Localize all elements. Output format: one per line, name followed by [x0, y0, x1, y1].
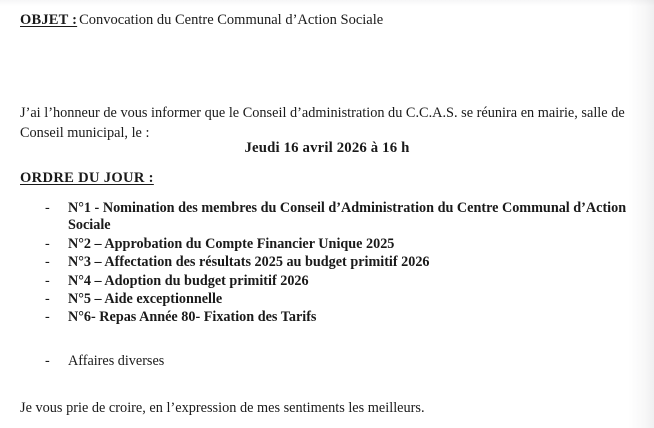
agenda-item-text: N°6- Repas Année 80- Fixation des Tarifs: [68, 309, 317, 326]
agenda-item-text: N°1 - Nomination des membres du Conseil d’Administration du Centre Communal d’Action Sociale: [68, 200, 627, 234]
agenda-item: [0, 200, 654, 235]
agenda-item: [0, 254, 654, 271]
agenda-item: [0, 309, 654, 326]
misc-item-text: Affaires diverses: [68, 353, 165, 369]
agenda-item-text: N°3 – Affectation des résultats 2025 au budget primitif 2026: [68, 254, 430, 271]
bullet-dash: -: [45, 200, 50, 216]
intro-paragraph: J’ai l’honneur de vous informer que le Conseil d’administration du C.C.A.S. se réunira en mairie, salle de Conseil municipal, le :: [20, 105, 625, 141]
subject-value: Convocation du Centre Communal d’Action Sociale: [79, 12, 384, 28]
bullet-dash: -: [45, 235, 50, 252]
agenda-item: [0, 236, 654, 253]
agenda-item: [0, 273, 654, 290]
closing-sentence: Je vous prie de croire, en l’expression de mes sentiments les meilleurs.: [20, 400, 425, 417]
subject-label: OBJET :: [20, 12, 78, 28]
agenda-heading: ORDRE DU JOUR :: [20, 170, 154, 186]
agenda-item-text: N°4 – Adoption du budget primitif 2026: [68, 272, 309, 289]
bullet-dash: -: [45, 291, 50, 308]
scan-artifact-top-edge: [0, 0, 654, 6]
bullet-dash: -: [45, 309, 50, 326]
agenda-item: [0, 291, 654, 308]
bullet-dash: -: [45, 353, 50, 369]
subject-line: [20, 11, 383, 30]
agenda-item-text: N°5 – Aide exceptionnelle: [68, 291, 223, 308]
agenda-item-text: N°2 – Approbation du Compte Financier Unique 2025: [68, 235, 395, 252]
bullet-dash: -: [45, 272, 50, 289]
bullet-dash: -: [45, 254, 50, 271]
meeting-datetime: Jeudi 16 avril 2026 à 16 h: [244, 140, 410, 156]
misc-item: [0, 353, 654, 370]
misc-list: [0, 353, 654, 370]
agenda-list: [0, 200, 654, 328]
